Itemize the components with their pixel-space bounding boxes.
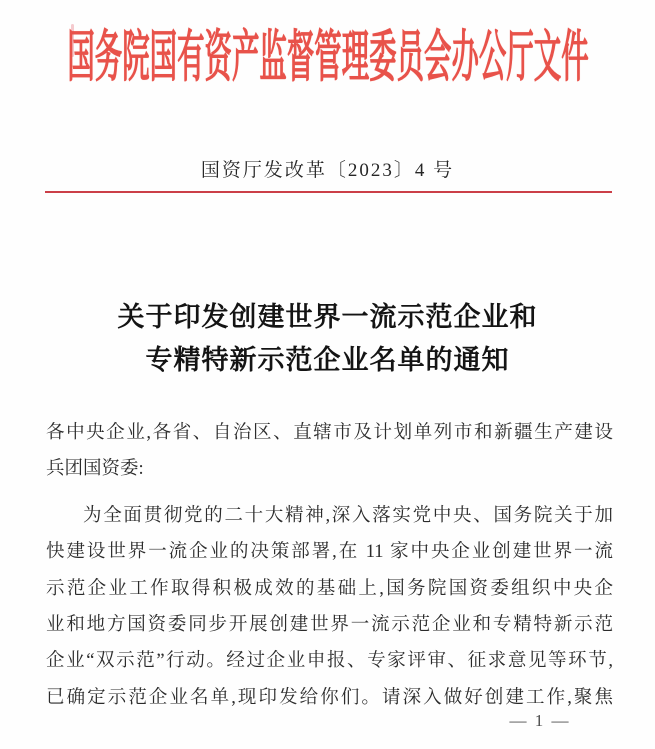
- body-line: 企业“双示范”行动。经过企业申报、专家评审、征求意见等环节,: [46, 651, 613, 672]
- red-divider-line: [45, 191, 612, 193]
- body-line: 已确定示范企业名单,现印发给你们。请深入做好创建工作,聚焦: [46, 687, 613, 708]
- body-line: 业和地方国资委同步开展创建世界一流示范企业和专精特新示范: [46, 615, 613, 636]
- notice-title: [0, 296, 655, 382]
- body-paragraph: [46, 498, 613, 716]
- body-line: 为全面贯彻党的二十大精神,深入落实党中央、国务院关于加: [83, 505, 613, 526]
- agency-masthead-title: 国务院国有资产监督管理委员会办公厅文件: [66, 27, 589, 89]
- body-line: 快建设世界一流企业的决策部署,在 11 家中央企业创建世界一流: [46, 542, 613, 563]
- addressee-line: 兵团国资委:: [46, 459, 144, 480]
- addressee-line: 各中央企业,各省、自治区、直辖市及计划单列市和新疆生产建设: [46, 423, 613, 443]
- masthead: [0, 26, 655, 90]
- addressee-block: [46, 415, 613, 488]
- body-line: 示范企业工作取得积极成效的基础上,国务院国资委组织中央企: [46, 578, 613, 599]
- page-number: — 1 —: [509, 711, 571, 730]
- notice-title-line-2: 专精特新示范企业名单的通知: [145, 345, 510, 375]
- document-body: [46, 415, 613, 716]
- notice-title-line-1: 关于印发创建世界一流示范企业和: [117, 302, 538, 332]
- document-number: 国资厅发改革〔2023〕4 号: [200, 160, 455, 181]
